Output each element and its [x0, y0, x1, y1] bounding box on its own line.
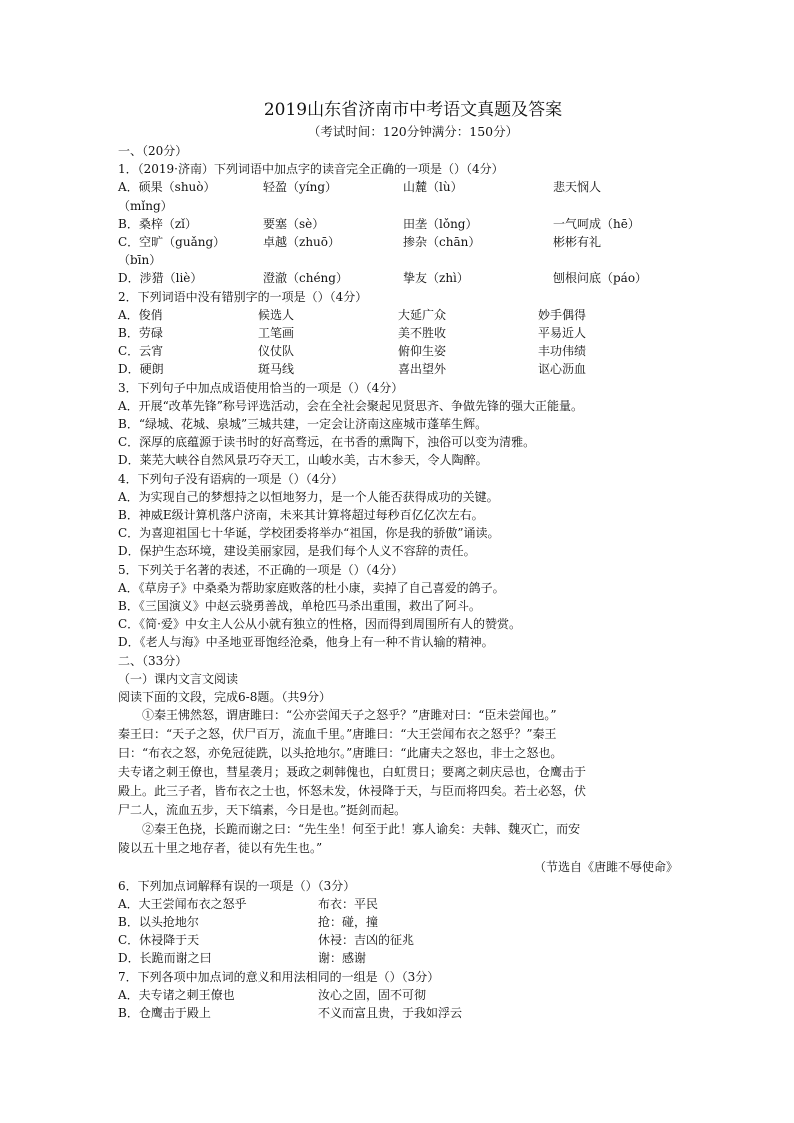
- option-cell: 轻盈（yíng）: [263, 180, 338, 195]
- question-6-stem: 6．下列加点词解释有误的一项是（）（3分）: [118, 878, 356, 893]
- passage-line: ①秦王怫然怒，谓唐雎曰：“公亦尝闻天子之怒乎？”唐雎对曰：“臣未尝闻也。”: [142, 708, 557, 723]
- question-7-stem: 7．下列各项中加点词的意义和用法相同的一组是（）（3分）: [118, 969, 440, 984]
- section-heading: 一、（20分）: [118, 144, 188, 158]
- option-cell: 田垄（lǒng）: [403, 216, 478, 231]
- subsection-heading: （一）课内文言文阅读: [118, 671, 239, 686]
- option-cell: B．仓鹰击于殿上: [118, 1005, 211, 1020]
- question-1-row-a-cont: （mǐng）: [118, 198, 173, 213]
- question-7-row-a: [118, 986, 678, 1004]
- option-cell: 谢：感谢: [318, 951, 367, 966]
- question-2-row-b: [118, 324, 678, 342]
- question-2-row-a: [118, 306, 678, 324]
- question-4-option-a: A．为实现自己的梦想持之以恒地努力，是一个人能否获得成功的关键。: [118, 489, 499, 504]
- option-cell: D．硬朗: [118, 362, 164, 377]
- option-cell: 刨根问底（páo）: [553, 271, 648, 286]
- option-cell: 仪仗队: [258, 344, 295, 359]
- document-title: 2019山东省济南市中考语文真题及答案: [263, 100, 563, 120]
- passage-line: 陵以五十里之地存者，徒以有先生也。”: [118, 841, 323, 856]
- question-3-stem: 3．下列句子中加点成语使用恰当的一项是（）（4分）: [118, 380, 404, 395]
- option-cell: 休祲：吉凶的征兆: [318, 933, 415, 948]
- section-heading: 二、（33分）: [118, 653, 188, 668]
- passage-line: 秦王曰：“天子之怒，伏尸百万，流血千里。”唐雎曰：“大王尝闻布衣之怒乎？”秦王: [118, 727, 557, 742]
- passage-line: 殿上。此三子者，皆布衣之士也，怀怒未发，休祲降于天，与臣而将四矣。若士必怒，伏: [118, 784, 587, 799]
- question-6-row-b: [118, 913, 678, 931]
- question-3-option-a: A．开展“改革先锋”称号评选活动，会在全社会聚起见贤思齐、争做先锋的强大正能量。: [118, 398, 583, 413]
- question-6-row-a: [118, 895, 678, 913]
- option-cell: 卓越（zhuō）: [263, 235, 341, 250]
- option-cell: 工笔画: [258, 326, 295, 341]
- question-1-stem: 1．（2019·济南）下列词语中加点字的读音完全正确的一项是（）（4分）: [118, 162, 504, 177]
- option-cell: C．空旷（guǎng）: [118, 235, 226, 250]
- option-cell: 俯仰生姿: [398, 344, 447, 359]
- question-6-row-c: [118, 931, 678, 949]
- question-3-option-d: D．莱芜大峡谷自然风景巧夺天工，山峻水美，古木参天，令人陶醉。: [118, 453, 488, 468]
- passage-source: （节选自《唐雎不辱使命》: [533, 860, 678, 875]
- option-cell: 汝心之固，固不可彻: [318, 987, 427, 1002]
- passage-line: 尸二人，流血五步，天下缟素，今日是也。”挺剑而起。: [118, 803, 407, 818]
- question-1-row-a: [118, 178, 678, 196]
- reading-instructions: 阅读下面的文段，完成6-8题。（共9分）: [118, 690, 331, 705]
- question-1-row-d: [118, 269, 678, 287]
- document-page: [118, 98, 678, 1022]
- question-5-option-b: B．《三国演义》中赵云骁勇善战，单枪匹马杀出重围，救出了阿斗。: [118, 599, 481, 614]
- option-cell: D．涉猎（liè）: [118, 271, 203, 286]
- question-2-stem: 2．下列词语中没有错别字的一项是（）（4分）: [118, 289, 368, 304]
- question-6-row-d: [118, 949, 678, 967]
- option-cell: 候选人: [258, 307, 295, 322]
- question-3-option-c: C．深厚的底蕴源于读书时的好高骛远，在书香的熏陶下，浊俗可以变为清雅。: [118, 435, 536, 450]
- question-5-stem: 5．下列关于名著的表述，不正确的一项是（）（4分）: [118, 562, 404, 577]
- option-cell: 丰功伟绩: [538, 344, 587, 359]
- question-1-row-b: [118, 215, 678, 233]
- question-4-option-b: B．神威E级计算机落户济南，未来其计算将超过每秒百亿亿次左右。: [118, 508, 484, 523]
- question-5-option-a: A．《草房子》中桑桑为帮助家庭败落的杜小康，卖掉了自己喜爱的鸽子。: [118, 580, 505, 595]
- question-5-option-d: D．《老人与海》中圣地亚哥饱经沧桑，他身上有一种不肯认输的精神。: [118, 635, 494, 650]
- option-cell: 妙手偶得: [538, 307, 587, 322]
- question-3-option-b: B．“绿城、花城、泉城”三城共建，一定会让济南这座城市蓬荜生辉。: [118, 417, 488, 432]
- classical-passage: [118, 706, 678, 858]
- exam-info: （考试时间：120分钟满分：150分）: [307, 124, 519, 139]
- option-cell: 要塞（sè）: [263, 216, 325, 231]
- question-2-row-d: [118, 360, 678, 378]
- question-5-option-c: C．《简·爱》中女主人公从小就有独立的性格，因而得到周围所有人的赞赏。: [118, 617, 521, 632]
- option-cell: 布衣：平民: [318, 896, 379, 911]
- passage-line: 夫专诸之刺王僚也，彗星袭月；聂政之刺韩傀也，白虹贯日；要离之刺庆忌也，仓鹰击于: [118, 765, 587, 780]
- option-cell: 一气呵成（hē）: [553, 216, 640, 231]
- option-cell: 讴心沥血: [538, 362, 587, 377]
- option-cell: 大延广众: [398, 307, 447, 322]
- option-cell: 掺杂（chān）: [403, 235, 481, 250]
- option-cell: C．云宵: [118, 344, 164, 359]
- option-cell: 彬彬有礼: [553, 235, 602, 250]
- option-cell: C．休祲降于天: [118, 933, 200, 948]
- option-cell: B．劳碌: [118, 326, 163, 341]
- option-cell: 喜出望外: [398, 362, 447, 377]
- option-cell: A．夫专诸之刺王僚也: [118, 987, 235, 1002]
- option-cell: D．长跪而谢之曰: [118, 951, 212, 966]
- option-cell: 山麓（lù）: [403, 180, 463, 195]
- question-7-row-b: [118, 1004, 678, 1022]
- option-cell: 不义而富且贵，于我如浮云: [318, 1005, 463, 1020]
- question-2-row-c: [118, 342, 678, 360]
- question-4-option-d: D．保护生态环境，建设美丽家园，是我们每个人义不容辞的责任。: [118, 544, 476, 559]
- option-cell: A．硕果（shuò）: [118, 180, 216, 195]
- option-cell: 澄澈（chéng）: [263, 271, 348, 286]
- question-4-option-c: C．为喜迎祖国七十华诞，学校团委将举办“祖国，你是我的骄傲”诵读。: [118, 526, 500, 541]
- passage-line: 曰：“布衣之怒，亦免冠徒跣，以头抢地尔。”唐雎曰：“此庸夫之怒也，非士之怒也。: [118, 746, 563, 761]
- option-cell: A．俊俏: [118, 307, 163, 322]
- option-cell: B．以头抢地尔: [118, 914, 199, 929]
- option-cell: B．桑梓（zǐ）: [118, 216, 197, 231]
- option-cell: A．大王尝闻布衣之怒乎: [118, 896, 247, 911]
- question-1-row-c: [118, 233, 678, 251]
- option-cell: 悲天悯人: [553, 180, 602, 195]
- option-cell: 抢：碰，撞: [318, 914, 379, 929]
- question-1-row-c-cont: （bīn）: [118, 253, 162, 268]
- question-4-stem: 4．下列句子没有语病的一项是（）（4分）: [118, 471, 344, 486]
- option-cell: 美不胜收: [398, 326, 447, 341]
- option-cell: 挚友（zhì）: [403, 271, 469, 286]
- passage-line: ②秦王色挠，长跪而谢之曰：“先生坐！何至于此！寡人谕矣：夫韩、魏灭亡，而安: [142, 822, 581, 837]
- option-cell: 斑马线: [258, 362, 295, 377]
- option-cell: 平易近人: [538, 326, 587, 341]
